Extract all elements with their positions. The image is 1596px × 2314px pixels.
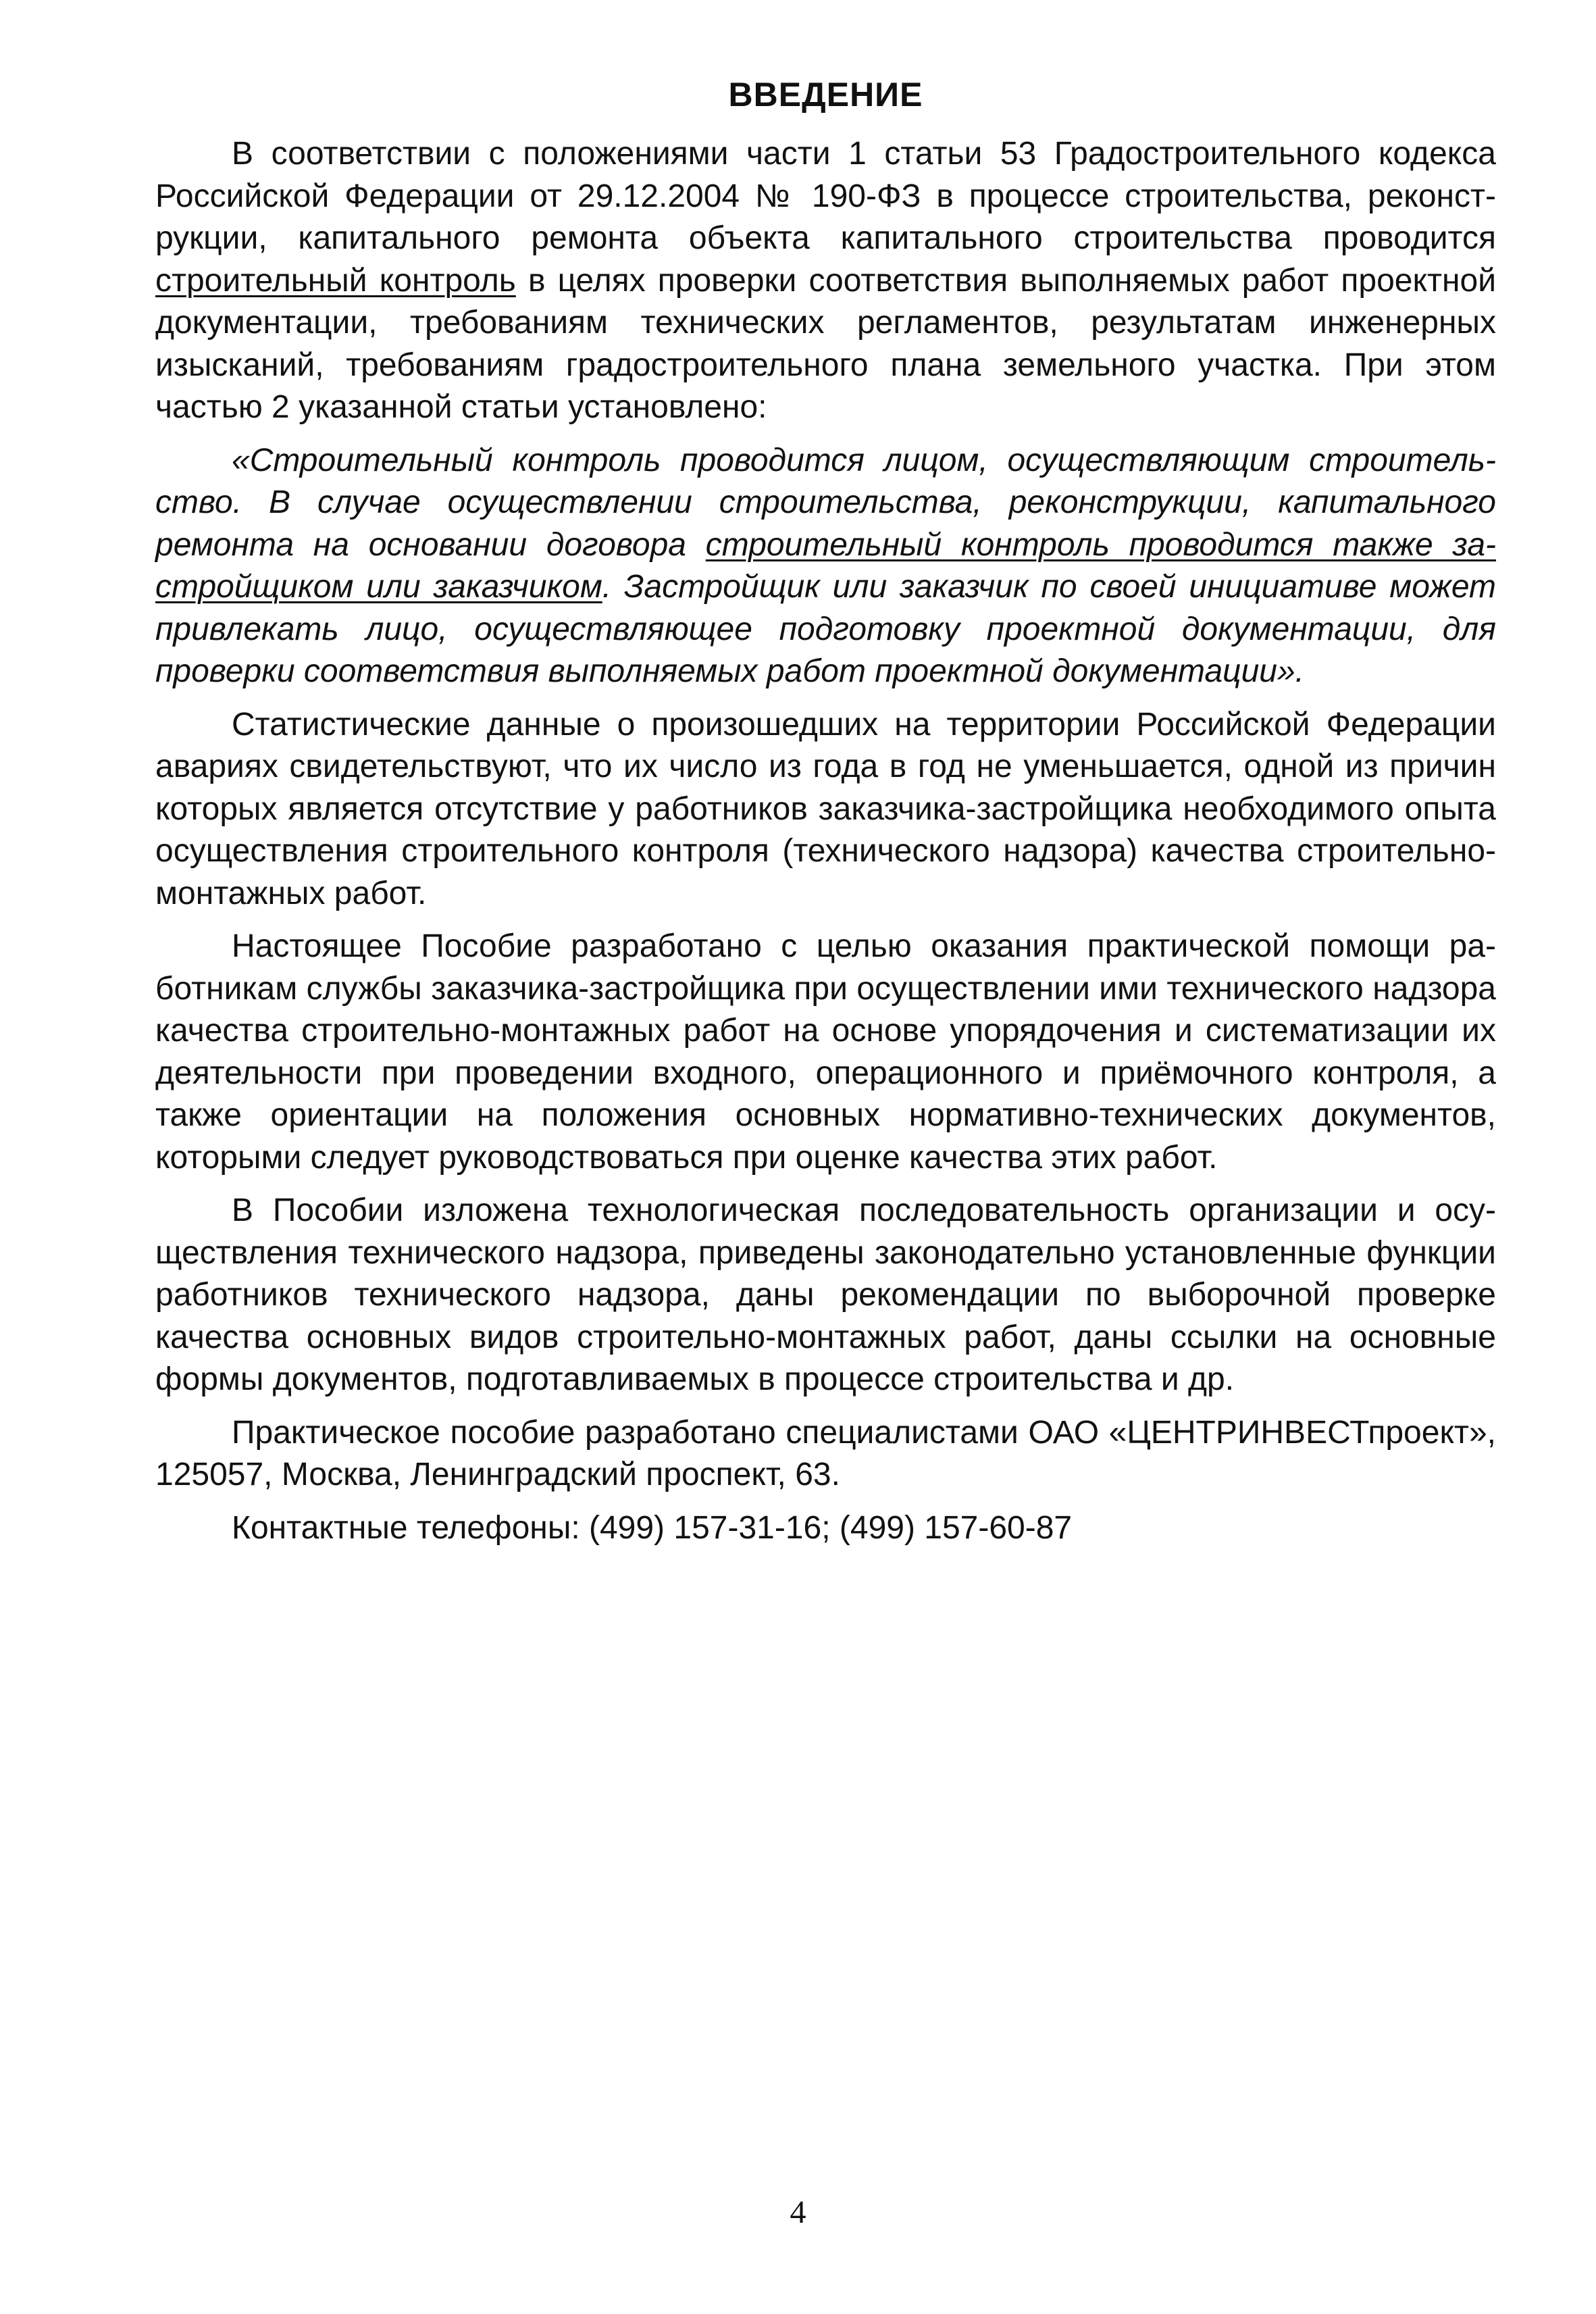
legal-quote-text-1: «Строительный контроль проводится лицом, осуществляющим строительство. В случае осуществлении строительства, реконструкции, капитального ремонта на основании договора xyxy=(155,442,1496,563)
paragraph-authors: Практическое пособие разработано специалистами ОАО «ЦЕНТРИНВЕСТпроект», 125057, Москва, Ленинградский проспект, 63. xyxy=(155,1414,1496,1492)
paragraph-intro xyxy=(155,133,1496,429)
document-body xyxy=(155,71,1496,1560)
paragraph-intro-text-1: В соответствии с положениями части 1 статьи 53 Градостроительного кодекса Российской Федерации от 29.12.2004 № 190-ФЗ в процессе строительства, реконструкции, капитального ремонта объекта капитального строительства проводится xyxy=(155,136,1496,256)
section-heading: ВВЕДЕНИЕ xyxy=(728,76,923,114)
paragraph-statistics: Статистические данные о произошедших на территории Российской Федерации авариях свидетельствуют, что их число из года в год не уменьшается, одной из причин которых является отсутствие у работников заказчика-застройщика необходимого опыта осуществления строительного контроля (технического надзора) качества строительно-монтажных работ. xyxy=(155,706,1496,911)
paragraph-contacts: Контактные телефоны: (499) 157-31-16; (499) 157-60-87 xyxy=(232,1509,1073,1546)
paragraph-purpose: Настоящее Пособие разработано с целью оказания практической помощи работникам службы заказчика-застройщика при осуществлении ими технического надзора качества строительно-монтажных работ на основе упорядочения и систематизации их деятельности при проведении входного, операционного и приёмочного контроля, а также ориентации на положения основных нормативно-технических документов, которыми следует руководствоваться при оценке качества этих работ. xyxy=(155,928,1496,1176)
legal-quote xyxy=(155,440,1496,693)
page-number: 4 xyxy=(790,2194,806,2230)
paragraph-contents: В Пособии изложена технологическая последовательность организации и осуществления технического надзора, приведены законодательно установленные функции работников технического надзора, даны рекомендации по выборочной проверке качества основных видов строительно-монтажных работ, даны ссылки на основные формы документов, подготавливаемых в процессе строительства и др. xyxy=(155,1192,1496,1397)
legal-quote-text-2: . Застройщик или заказчик по своей инициативе может привлекать лицо, осуществляющее подготовку проектной документации, для проверки соответствия выполняемых работ проектной документации». xyxy=(155,569,1497,689)
paragraph-intro-text-2: в целях проверки соответствия выполняемых работ проектной документации, требованиям технических регламентов, результатам инженерных изысканий, требованиям градостроительного плана земельного участка. При этом частью 2 указанной статьи установлено: xyxy=(155,262,1496,425)
legal-quote-underlined: строительный контроль проводится также застройщиком или заказчиком xyxy=(155,526,1497,605)
underlined-term: строительный контроль xyxy=(155,262,516,299)
